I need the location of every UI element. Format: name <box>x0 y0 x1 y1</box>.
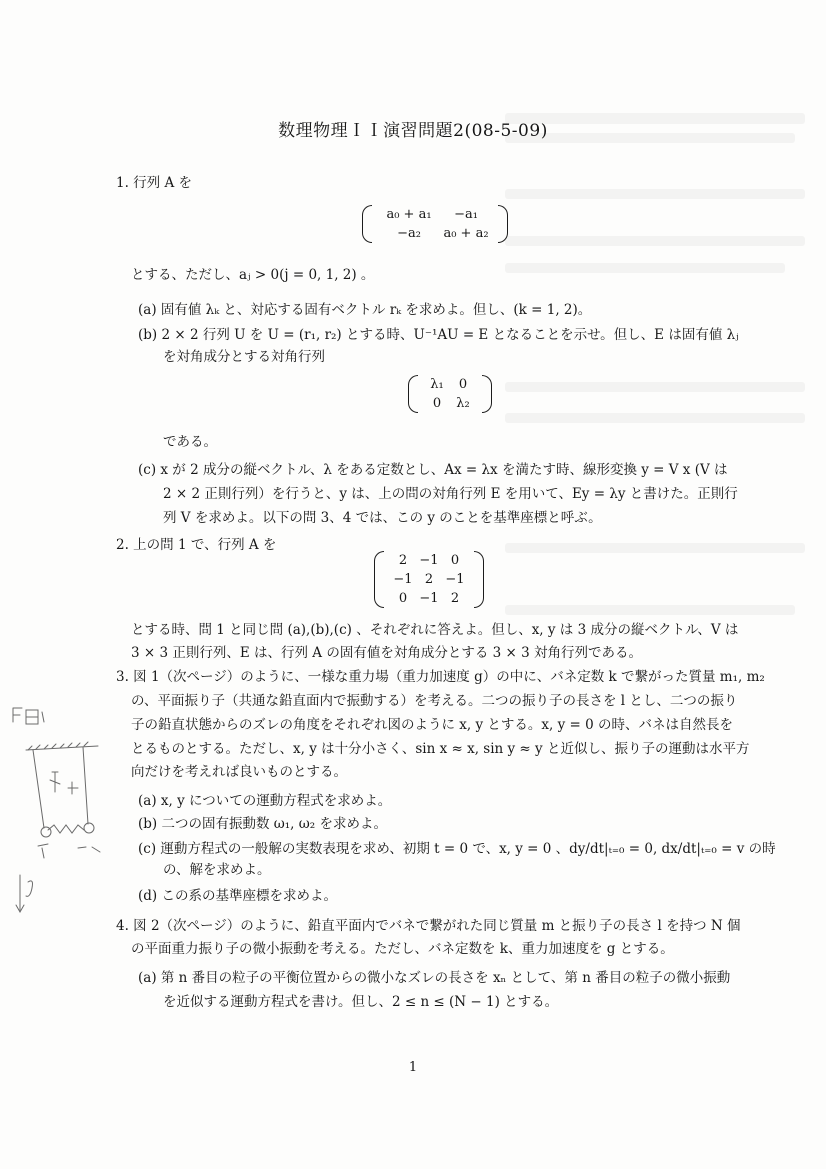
problem-4-line: 4. 図 2（次ページ）のように、鉛直平面内でバネで繋がれた同じ質量 m と振り子の長さ l を持つ N 個 <box>116 918 741 934</box>
pendulum-rod <box>33 750 44 828</box>
problem-1b-line: (b) 2 × 2 行列 U を U = (r₁, r₂) とする時、U⁻¹AU = E となることを示せ。但し、E は固有値 λⱼ <box>138 327 739 343</box>
matrix-left-paren <box>408 375 418 413</box>
problem-2-line: 3 × 3 正則行列、E は、行列 A の固有値を対角成分とする 3 × 3 対角行列である。 <box>131 645 642 661</box>
sketch-stroke <box>68 782 78 794</box>
problem-3-line: 向だけを考えれば良いものとする。 <box>131 764 347 780</box>
problem-3-line: 子の鉛直状態からのズレの角度をそれぞれ図のように x, y とする。x, y = 0 の時、バネは自然長を <box>131 717 734 733</box>
matrix-entry: 0 <box>458 377 468 392</box>
problem-3b: (b) 二つの固有振動数 ω₁, ω₂ を求めよ。 <box>138 816 387 832</box>
show-through-mark <box>505 543 805 553</box>
matrix-right-paren <box>482 375 492 413</box>
matrix-entry: 0 <box>432 396 442 411</box>
problem-1a: (a) 固有値 λₖ と、対応する固有ベクトル rₖ を求めよ。但し、(k = 1, 2)。 <box>138 302 592 318</box>
matrix-entry: −1 <box>393 572 413 587</box>
problem-1b-line: である。 <box>163 434 217 450</box>
sketch-stroke <box>38 844 48 858</box>
sketch-stroke <box>26 710 38 724</box>
mass-bob <box>41 827 51 837</box>
problem-3c-line: の、解を求めよ。 <box>163 862 271 878</box>
matrix-entry: 0 <box>450 553 460 568</box>
problem-1b-line: を対角成分とする対角行列 <box>163 349 325 365</box>
page-number: 1 <box>408 1060 418 1075</box>
show-through-mark <box>505 413 805 423</box>
problem-3-line: の、平面振り子（共通な鉛直面内で振動する）を考える。二つの振り子の長さを l とし、二つの振り <box>131 693 738 709</box>
matrix-right-paren <box>474 551 484 608</box>
problem-1-intro: 1. 行列 A を <box>116 175 193 191</box>
matrix-left-paren <box>374 551 384 608</box>
matrix-entry: 2 <box>398 553 408 568</box>
handwritten-pendulum-sketch <box>8 700 120 925</box>
show-through-mark <box>505 263 785 273</box>
matrix-entry: 2 <box>424 572 434 587</box>
matrix-entry: 2 <box>450 591 460 606</box>
matrix-entry: −1 <box>419 591 439 606</box>
pendulum-rod <box>83 747 88 824</box>
gravity-arrow <box>16 875 24 912</box>
matrix-entry: a₀ + a₁ <box>386 207 432 222</box>
matrix-entry: −a₂ <box>397 226 421 241</box>
matrix-entry: −1 <box>445 572 465 587</box>
problem-2-line: とする時、問 1 と同じ問 (a),(b),(c) 、それぞれに答えよ。但し、x, y は 3 成分の縦ベクトル、V は <box>131 622 739 638</box>
matrix-entry: −1 <box>419 553 439 568</box>
problem-1c-line: 2 × 2 正則行列）を行うと、y は、上の問の対角行列 E を用いて、Ey = λy と書けた。正則行 <box>163 486 738 502</box>
problem-3d: (d) この系の基準座標を求めよ。 <box>138 888 337 904</box>
matrix-grid <box>384 551 474 608</box>
mass-bob <box>84 823 94 833</box>
sketch-stroke <box>42 712 44 722</box>
show-through-mark <box>505 605 795 615</box>
problem-3a: (a) x, y についての運動方程式を求めよ。 <box>138 793 392 809</box>
diagonal-matrix-e <box>408 375 492 413</box>
sketch-stroke <box>13 708 22 722</box>
problem-2-intro: 2. 上の問 1 で、行列 A を <box>116 537 277 553</box>
matrix-grid <box>418 375 482 413</box>
matrix-left-paren <box>362 205 372 243</box>
matrix-entry: λ₁ <box>430 377 444 392</box>
sketch-stroke <box>50 772 60 792</box>
show-through-mark <box>505 382 805 392</box>
problem-4a-line: を近似する運動方程式を書け。但し、2 ≤ n ≤ (N − 1) とする。 <box>163 994 559 1010</box>
matrix-entry: 0 <box>398 591 408 606</box>
show-through-mark <box>505 189 805 199</box>
matrix-a-3x3 <box>374 551 484 608</box>
problem-3c-line: (c) 運動方程式の一般解の実数表現を求め、初期 t = 0 で、x, y = 0 、dy/dt|ₜ₌₀ = 0, dx/dt|ₜ₌₀ = v の時 <box>138 841 776 857</box>
problem-4-line: の平面重力振り子の微小振動を考える。ただし、バネ定数を k、重力加速度を g とする。 <box>131 941 674 957</box>
matrix-entry: a₀ + a₂ <box>443 226 489 241</box>
matrix-entry: −a₁ <box>454 207 478 222</box>
problem-3-line: 3. 図 1（次ページ）のように、一様な重力場（重力加速度 g）の中に、バネ定数 k で繋がった質量 m₁, m₂ <box>116 669 765 685</box>
matrix-a-2x2 <box>362 205 508 243</box>
show-through-mark <box>505 236 805 246</box>
sketch-stroke <box>26 881 33 896</box>
problem-1-condition: とする、ただし、aⱼ > 0(j = 0, 1, 2) 。 <box>131 267 375 283</box>
sketch-stroke <box>78 847 100 852</box>
problem-4a-line: (a) 第 n 番目の粒子の平衡位置からの微小なズレの長さを xₙ として、第 n 番目の粒子の微小振動 <box>138 970 731 986</box>
problem-3-line: とるものとする。ただし、x, y は十分小さく、sin x ≈ x, sin y ≈ y と近似し、振り子の運動は水平方 <box>131 741 750 757</box>
ceiling-hatch <box>28 742 88 750</box>
matrix-right-paren <box>498 205 508 243</box>
problem-1c-line: (c) x が 2 成分の縦ベクトル、λ をある定数とし、Ax = λx を満たす時、線形変換 y = V x (V は <box>138 462 728 478</box>
page-title: 数理物理ＩＩ演習問題2(08-5-09) <box>278 121 548 141</box>
matrix-entry: λ₂ <box>456 396 470 411</box>
matrix-grid <box>372 205 498 243</box>
problem-1c-line: 列 V を求めよ。以下の問 3、4 では、この y のことを基準座標と呼ぶ。 <box>163 510 602 526</box>
spring-zigzag <box>48 825 84 833</box>
